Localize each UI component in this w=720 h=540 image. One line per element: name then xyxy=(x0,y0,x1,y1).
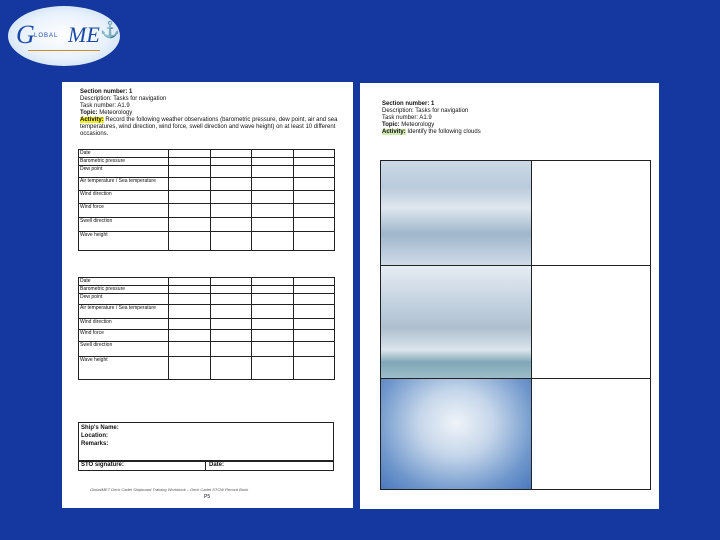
location-label: Location: xyxy=(81,433,108,439)
page1-section: Section number: 1 xyxy=(80,89,133,95)
observation-cell xyxy=(169,150,211,158)
observation-cell xyxy=(169,357,211,380)
observation-cell xyxy=(252,305,294,319)
row-label: Wind force xyxy=(79,330,169,342)
logo-letter-g: G xyxy=(16,20,35,49)
observation-cell xyxy=(169,232,211,251)
observation-cell xyxy=(294,150,335,158)
remarks-label: Remarks: xyxy=(81,441,109,447)
observation-cell xyxy=(294,191,335,204)
page1-number: P5 xyxy=(204,494,211,500)
globalmet-logo xyxy=(8,6,120,66)
table-row xyxy=(79,342,335,357)
observation-cell xyxy=(211,166,252,178)
observation-cell xyxy=(294,286,335,294)
cloud-photo-2 xyxy=(380,265,532,379)
observation-cell xyxy=(252,294,294,305)
row-label: Air temperature / Sea temperature xyxy=(79,178,169,191)
observation-cell xyxy=(211,319,252,330)
table-row xyxy=(79,330,335,342)
table-row xyxy=(79,204,335,218)
page1-header xyxy=(80,89,342,138)
page1-description: Description: Tasks for navigation xyxy=(80,96,167,102)
logo-lobal: LOBAL xyxy=(34,33,59,39)
sto-signature-label: STO signature: xyxy=(81,462,124,468)
page1-task: Task number: A1.9 xyxy=(80,103,130,109)
date-label: Date: xyxy=(209,462,225,468)
table-row xyxy=(79,166,335,178)
logo-me: ME xyxy=(68,22,100,47)
observation-cell xyxy=(252,319,294,330)
table-row xyxy=(79,357,335,380)
observation-cell xyxy=(169,319,211,330)
cloud-answer-cell-2 xyxy=(531,265,651,379)
observation-cell xyxy=(169,218,211,232)
anchor-icon: ⚓ xyxy=(100,22,120,39)
observation-cell xyxy=(294,319,335,330)
row-label: Air temperature / Sea temperature xyxy=(79,305,169,319)
page2-section: Section number: 1 xyxy=(382,101,435,107)
observation-cell xyxy=(211,232,252,251)
observation-cell xyxy=(211,278,252,286)
table-row xyxy=(79,178,335,191)
observation-cell xyxy=(252,158,294,166)
observation-cell xyxy=(294,342,335,357)
observation-cell xyxy=(211,150,252,158)
observation-cell xyxy=(169,204,211,218)
observation-cell xyxy=(169,278,211,286)
row-label: Wave height xyxy=(79,232,169,251)
page2-header xyxy=(382,101,642,136)
row-label: Date xyxy=(79,150,169,158)
observation-cell xyxy=(252,150,294,158)
row-label: Wind direction xyxy=(79,319,169,330)
observation-cell xyxy=(211,330,252,342)
table-row xyxy=(79,305,335,319)
observation-cell xyxy=(211,357,252,380)
observation-cell xyxy=(211,191,252,204)
observation-table-2 xyxy=(78,277,335,380)
ship-name-label: Ship's Name: xyxy=(81,425,119,431)
observation-cell xyxy=(169,178,211,191)
observation-cell xyxy=(294,218,335,232)
cloud-answer-cell-3 xyxy=(531,378,651,490)
observation-cell xyxy=(294,178,335,191)
observation-cell xyxy=(294,294,335,305)
workbook-page-left xyxy=(62,82,353,508)
cloud-photo-3 xyxy=(380,378,532,490)
table-row xyxy=(79,191,335,204)
observation-cell xyxy=(252,218,294,232)
row-label: Wind force xyxy=(79,204,169,218)
row-label: Date xyxy=(79,278,169,286)
page1-activity: Activity: Record the following weather observations (barometric pressure, dew point, air and sea temperatures, wind direction, wind force, swell direction and wave height) on at least 10 different occasions. xyxy=(80,117,338,137)
observation-cell xyxy=(211,305,252,319)
observation-cell xyxy=(294,330,335,342)
observation-cell xyxy=(211,158,252,166)
signature-divider xyxy=(205,461,206,470)
observation-cell xyxy=(169,342,211,357)
table-row xyxy=(79,286,335,294)
observation-cell xyxy=(169,305,211,319)
table-row xyxy=(79,294,335,305)
observation-cell xyxy=(294,357,335,380)
page2-description: Description: Tasks for navigation xyxy=(382,108,469,114)
observation-cell xyxy=(169,166,211,178)
observation-cell xyxy=(252,357,294,380)
row-label: Barometric pressure xyxy=(79,286,169,294)
table-row xyxy=(79,278,335,286)
page1-topic: Topic: Meteorology xyxy=(80,110,133,116)
observation-cell xyxy=(169,191,211,204)
observation-cell xyxy=(294,278,335,286)
observation-cell xyxy=(211,294,252,305)
table-row xyxy=(79,232,335,251)
observation-cell xyxy=(211,218,252,232)
observation-cell xyxy=(169,294,211,305)
observation-cell xyxy=(252,286,294,294)
page2-task: Task number: A1.9 xyxy=(382,115,432,121)
observation-cell xyxy=(252,330,294,342)
row-label: Swell direction xyxy=(79,218,169,232)
table-row xyxy=(79,319,335,330)
observation-cell xyxy=(169,158,211,166)
page2-topic: Topic: Meteorology xyxy=(382,122,435,128)
observation-cell xyxy=(294,232,335,251)
ship-details-box xyxy=(78,422,334,462)
observation-cell xyxy=(169,330,211,342)
workbook-page-right xyxy=(360,83,659,509)
row-label: Dew point xyxy=(79,294,169,305)
observation-cell xyxy=(252,178,294,191)
page1-footer: GlobalMET Deck Cadet Shipboard Training Workbook – Deck Cadet STCW Record Book xyxy=(90,487,249,492)
observation-cell xyxy=(252,342,294,357)
observation-cell xyxy=(294,204,335,218)
row-label: Barometric pressure xyxy=(79,158,169,166)
row-label: Wind direction xyxy=(79,191,169,204)
observation-cell xyxy=(252,278,294,286)
observation-cell xyxy=(252,204,294,218)
row-label: Wave height xyxy=(79,357,169,380)
table-row xyxy=(79,158,335,166)
observation-cell xyxy=(252,191,294,204)
observation-cell xyxy=(211,178,252,191)
observation-cell xyxy=(294,158,335,166)
observation-cell xyxy=(294,305,335,319)
observation-cell xyxy=(252,166,294,178)
cloud-photo-1 xyxy=(380,160,532,266)
table-row xyxy=(79,150,335,158)
observation-cell xyxy=(294,166,335,178)
observation-cell xyxy=(211,342,252,357)
cloud-answer-cell-1 xyxy=(531,160,651,266)
observation-table-1 xyxy=(78,149,335,251)
row-label: Swell direction xyxy=(79,342,169,357)
observation-cell xyxy=(211,286,252,294)
row-label: Dew point xyxy=(79,166,169,178)
observation-cell xyxy=(252,232,294,251)
observation-cell xyxy=(211,204,252,218)
observation-cell xyxy=(169,286,211,294)
table-row xyxy=(79,218,335,232)
signature-box xyxy=(78,460,334,471)
logo-rule xyxy=(28,50,100,51)
page2-activity: Activity: Identify the following clouds xyxy=(382,129,481,135)
